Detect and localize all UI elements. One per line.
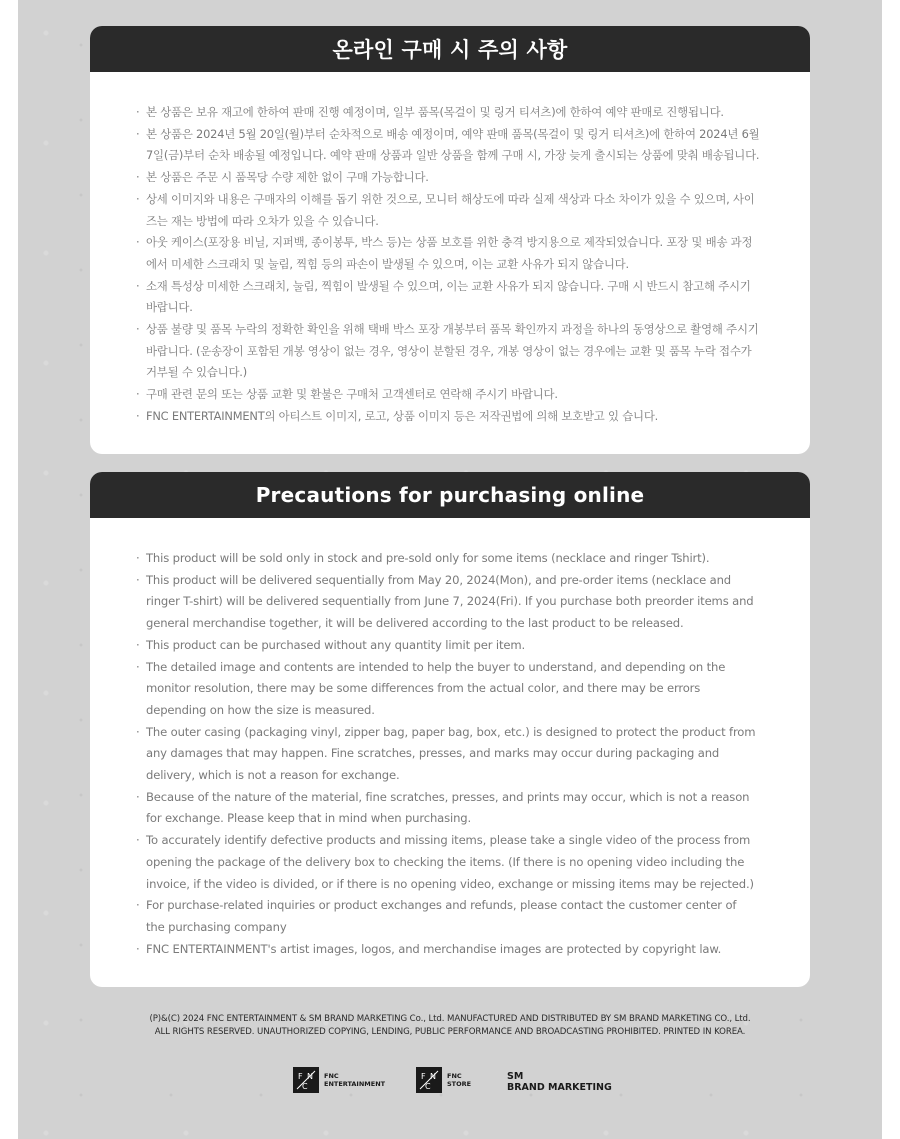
copyright-footer [18, 1013, 882, 1039]
notice-item [136, 276, 762, 319]
notice-item-text: The outer casing (packaging vinyl, zipper bag, paper bag, box, etc.) is designed to protect the product from any damages that may happen. Fine scratches, presses, and marks may occur during packaging and delivery, which is not a reason for exchange. [146, 724, 756, 783]
bullet-marker: · [136, 322, 140, 337]
bullet-marker: · [136, 170, 140, 185]
notice-item [136, 895, 762, 938]
notice-item-text: 소재 특성상 미세한 스크래치, 눌림, 찍힘이 발생될 수 있으며, 이는 교환 사유가 되지 않습니다. 구매 시 반드시 참고해 주시기 바랍니다. [146, 278, 751, 315]
bullet-marker: · [136, 278, 140, 293]
notice-item [136, 787, 762, 830]
bullet-marker: · [136, 387, 140, 402]
svg-text:C: C [302, 1082, 308, 1091]
notice-item [136, 570, 762, 635]
fnc-logo-icon [416, 1067, 442, 1093]
brand-logos [18, 1067, 882, 1097]
copyright-line-2: ALL RIGHTS RESERVED. UNAUTHORIZED COPYING, LENDING, PUBLIC PERFORMANCE AND BROADCASTING PROHIBITED. PRINTED IN KOREA. [154, 1027, 746, 1037]
notice-item-text: For purchase-related inquiries or product exchanges and refunds, please contact the customer center of the purchasing company [146, 898, 737, 934]
notice-item-text: 상세 이미지와 내용은 구매자의 이해를 돕기 위한 것으로, 모니터 해상도에 따라 실제 색상과 다소 차이가 있을 수 있으며, 사이즈는 재는 방법에 따라 오차가 있을 수 있습니다. [146, 191, 755, 228]
bullet-marker: · [136, 637, 140, 652]
sm-brand-marketing-logo [507, 1071, 612, 1093]
fnc-store-logo [416, 1067, 471, 1093]
notice-item-text: This product will be sold only in stock and pre-sold only for some items (necklace and ringer Tshirt). [146, 551, 710, 565]
korean-notice-title: 온라인 구매 시 주의 사항 [90, 26, 810, 72]
bullet-marker: · [136, 235, 140, 250]
bullet-marker: · [136, 789, 140, 804]
fnc-entertainment-logo [293, 1067, 385, 1093]
notice-item [136, 939, 762, 961]
notice-item [136, 102, 762, 124]
fnc-entertainment-logo-line2: ENTERTAINMENT [324, 1080, 386, 1088]
notice-item-text: To accurately identify defective products and missing items, please take a single video of the process from opening the package of the delivery box to checking the items. (If there is no opening video including the invoice, if the video is divided, or if there is no opening video, exchange or missing items may be rejected.) [146, 833, 754, 891]
fnc-entertainment-logo-line1: FNC [324, 1072, 339, 1080]
notice-item [136, 124, 762, 167]
svg-text:N: N [307, 1072, 313, 1081]
sm-logo-line2: BRAND MARKETING [507, 1082, 612, 1093]
notice-item-text: The detailed image and contents are intended to help the buyer to understand, and depending on the monitor resolution, there may be some differences from the actual color, and there may be errors depending on how the size is measured. [146, 659, 726, 717]
fnc-store-logo-line1: FNC [447, 1072, 462, 1080]
fnc-logo-icon [293, 1067, 319, 1093]
notice-item [136, 722, 762, 787]
svg-text:F: F [298, 1072, 303, 1081]
notice-item-text: 아웃 케이스(포장용 비닐, 지퍼백, 종이봉투, 박스 등)는 상품 보호를 위한 충격 방지용으로 제작되었습니다. 포장 및 배송 과정에서 미세한 스크래치 및 눌림, 찍힘 등의 파손이 발생될 수 있으며, 이는 교환 사유가 되지 않습니다. [146, 235, 753, 271]
notice-item-text: Because of the nature of the material, fine scratches, presses, and prints may occur, which is not a reason for exchange. Please keep that in mind when purchasing. [146, 789, 750, 826]
bullet-marker: · [136, 572, 140, 587]
notice-item [136, 657, 762, 722]
korean-notice-list [90, 72, 810, 428]
notice-item-text: FNC ENTERTAINMENT's artist images, logos, and merchandise images are protected by copyright law. [146, 941, 722, 956]
english-notice-card [90, 472, 810, 987]
notice-item [136, 548, 762, 570]
svg-text:F: F [421, 1072, 426, 1081]
bullet-marker: · [136, 105, 140, 119]
page-background [18, 0, 882, 1139]
english-notice-list [90, 518, 810, 960]
bullet-marker: · [136, 408, 140, 423]
bullet-marker: · [136, 898, 140, 913]
bullet-marker: · [136, 551, 140, 565]
notice-item-text: 구매 관련 문의 또는 상품 교환 및 환불은 구매처 고객센터로 연락해 주시기 바랍니다. [146, 387, 558, 402]
notice-item [136, 232, 762, 275]
bullet-marker: · [136, 724, 140, 739]
notice-item [136, 635, 762, 657]
notice-item-text: 본 상품은 2024년 5월 20일(월)부터 순차적으로 배송 예정이며, 예약 판매 품목(목걸이 및 링거 티셔츠)에 한하여 2024년 6월 7일(금)부터 순차 배송될 예정입니다. 예약 판매 상품과 일반 상품을 함께 구매 시, 가장 늦게 출시되는 상품에 맞춰 배송됩니다. [146, 126, 760, 163]
notice-item-text: 상품 불량 및 품목 누락의 정확한 확인을 위해 택배 박스 포장 개봉부터 품목 확인까지 과정을 하나의 동영상으로 촬영해 주시기 바랍니다. (운송장이 포함된 개봉 영상이 없는 경우, 영상이 분할된 경우, 개봉 영상이 없는 경우에는 교환 및 품목 누락 접수가 거부될 수 있습니다.) [146, 322, 759, 380]
bullet-marker: · [136, 191, 140, 206]
notice-item [136, 189, 762, 232]
fnc-store-logo-line2: STORE [447, 1080, 472, 1088]
notice-item-text: This product will be delivered sequentially from May 20, 2024(Mon), and pre-order items (necklace and ringer T-shirt) will be delivered sequentially from June 7, 2024(Fri). If you purchase both preorder items and general merchandise together, it will be delivered according to the last product to be released. [146, 572, 754, 631]
notice-item [136, 167, 762, 189]
notice-item [136, 406, 762, 428]
notice-item-text: 본 상품은 주문 시 품목당 수량 제한 없이 구매 가능합니다. [146, 170, 429, 185]
bullet-marker: · [136, 126, 140, 141]
copyright-line-1: (P)&(C) 2024 FNC ENTERTAINMENT & SM BRAND MARKETING Co., Ltd. MANUFACTURED AND DISTRIBUTED BY SM BRAND MARKETING CO., Ltd. [149, 1014, 751, 1024]
notice-item [136, 319, 762, 384]
bullet-marker: · [136, 941, 140, 956]
bullet-marker: · [136, 659, 140, 674]
svg-text:C: C [425, 1082, 431, 1091]
svg-text:N: N [430, 1072, 436, 1081]
notice-item [136, 830, 762, 895]
notice-item-text: This product can be purchased without any quantity limit per item. [146, 637, 526, 652]
sm-logo-line1: SM [507, 1071, 524, 1082]
notice-item-text: 본 상품은 보유 재고에 한하여 판매 진행 예정이며, 일부 품목(목걸이 및 링거 티셔츠)에 한하여 예약 판매로 진행됩니다. [146, 105, 724, 119]
notice-item [136, 384, 762, 406]
english-notice-title: Precautions for purchasing online [90, 472, 810, 518]
notice-item-text: FNC ENTERTAINMENT의 아티스트 이미지, 로고, 상품 이미지 등은 저작권법에 의해 보호받고 있 습니다. [146, 408, 659, 423]
bullet-marker: · [136, 833, 140, 848]
korean-notice-card [90, 26, 810, 454]
